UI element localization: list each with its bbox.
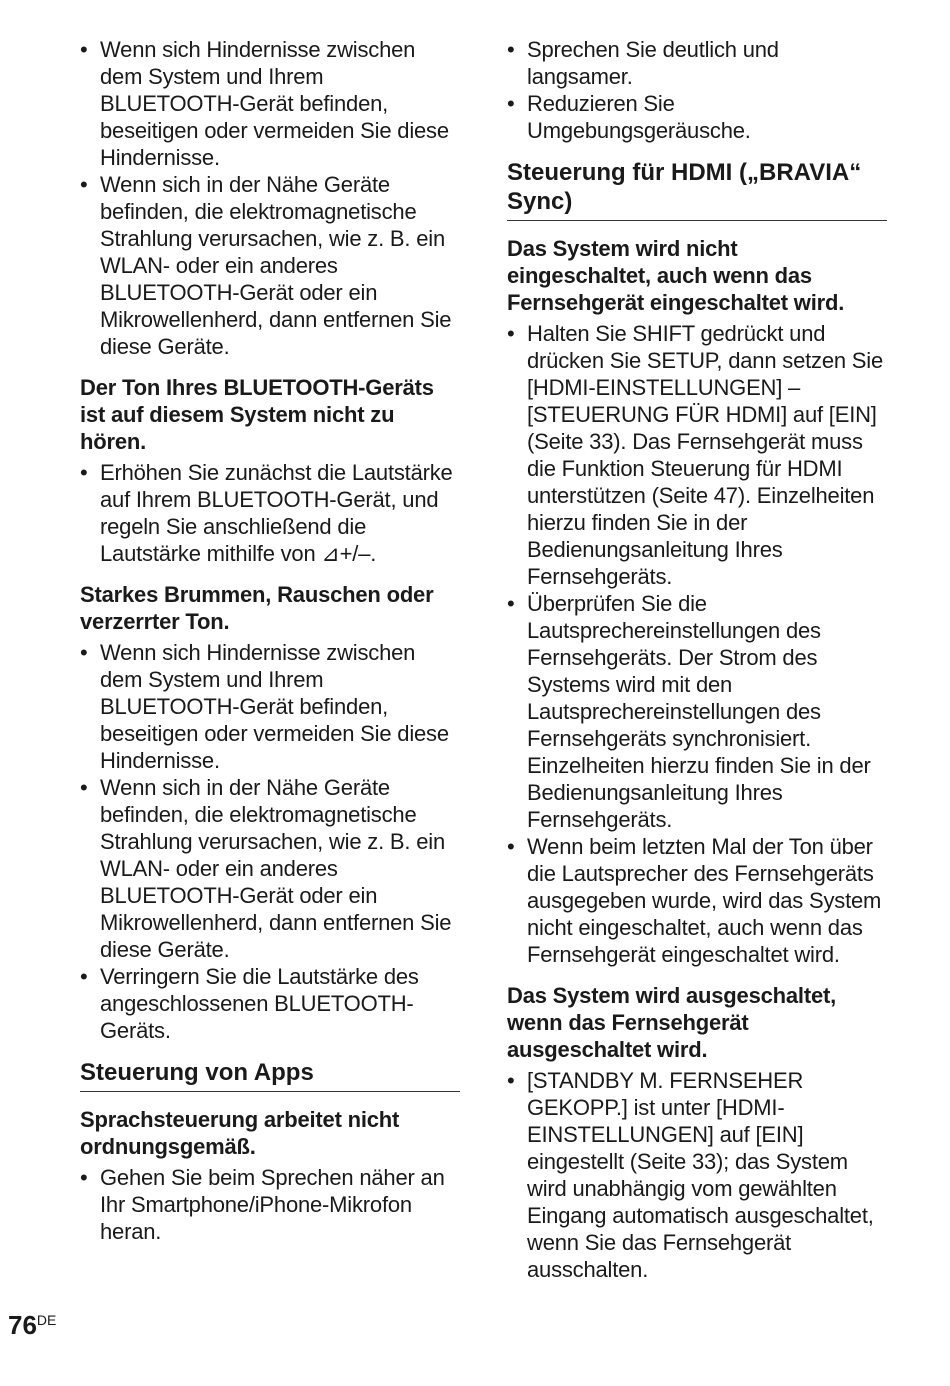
list-item: • Wenn sich Hindernisse zwischen dem System und Ihrem BLUETOOTH-Gerät befinden, beseitigen oder vermeiden Sie diese Hindernisse.: [80, 36, 460, 171]
list-item: • Wenn beim letzten Mal der Ton über die Lautsprecher des Fernsehgeräts ausgegeben wurde, wird das System nicht eingeschaltet, auch wenn das Fernsehgerät eingeschaltet wird.: [507, 833, 887, 968]
list-item: • Erhöhen Sie zunächst die Lautstärke auf Ihrem BLUETOOTH-Gerät, und regeln Sie anschließend die Lautstärke mithilfe von ⊿+/–.: [80, 459, 460, 567]
subheading: Starkes Brummen, Rauschen oder verzerrter Ton.: [80, 582, 434, 634]
bullet-list: [80, 639, 460, 1044]
left-column: [80, 36, 460, 1245]
bullet-list: [507, 1067, 887, 1283]
page-number: [8, 1310, 56, 1341]
list-item: • Wenn sich Hindernisse zwischen dem System und Ihrem BLUETOOTH-Gerät befinden, beseitigen oder vermeiden Sie diese Hindernisse.: [80, 639, 460, 774]
bullet-list: [80, 1164, 460, 1245]
subheading: Der Ton Ihres BLUETOOTH-Geräts ist auf diesem System nicht zu hören.: [80, 375, 434, 454]
list-item: • Sprechen Sie deutlich und langsamer.: [507, 36, 887, 90]
language-code: DE: [36, 1312, 57, 1328]
list-item: • Wenn sich in der Nähe Geräte befinden, die elektromagnetische Strahlung verursachen, wie z. B. ein WLAN- oder ein anderes BLUETOOTH-Gerät oder ein Mikrowellenherd, dann entfernen Sie diese Geräte.: [80, 774, 460, 963]
list-item: • Gehen Sie beim Sprechen näher an Ihr Smartphone/iPhone-Mikrofon heran.: [80, 1164, 460, 1245]
bullet-list: [507, 320, 887, 968]
bullet-list: [80, 459, 460, 567]
list-item: • Wenn sich in der Nähe Geräte befinden, die elektromagnetische Strahlung verursachen, wie z. B. ein WLAN- oder ein anderes BLUETOOTH-Gerät oder ein Mikrowellenherd, dann entfernen Sie diese Geräte.: [80, 171, 460, 360]
list-item: • Halten Sie SHIFT gedrückt und drücken Sie SETUP, dann setzen Sie [HDMI-EINSTELLUNGEN] – [STEUERUNG FÜR HDMI] auf [EIN] (Seite 33). Das Fernsehgerät muss die Funktion Steuerung für HDMI unterstützen (Seite 47). Einzelheiten hierzu finden Sie in der Bedienungsanleitung Ihres Fernsehgeräts.: [507, 320, 887, 590]
subheading: Das System wird ausgeschaltet, wenn das Fernsehgerät ausgeschaltet wird.: [507, 983, 837, 1062]
page-number-value: 76: [8, 1310, 37, 1340]
right-column: [507, 36, 887, 1283]
list-item: • Verringern Sie die Lautstärke des angeschlossenen BLUETOOTH-Geräts.: [80, 963, 460, 1044]
list-item: • Überprüfen Sie die Lautsprechereinstellungen des Fernsehgeräts. Der Strom des Systems wird mit den Lautsprechereinstellungen des Fernsehgeräts synchronisiert. Einzelheiten hierzu finden Sie in der Bedienungsanleitung Ihres Fernsehgeräts.: [507, 590, 887, 833]
bullet-list: [80, 36, 460, 360]
section-heading: Steuerung von Apps: [80, 1058, 460, 1092]
bullet-list: [507, 36, 887, 144]
subheading: Sprachsteuerung arbeitet nicht ordnungsgemäß.: [80, 1107, 400, 1159]
subheading: Das System wird nicht eingeschaltet, auch wenn das Fernsehgerät eingeschaltet wird.: [507, 236, 845, 315]
section-heading: Steuerung für HDMI („BRAVIA“ Sync): [507, 158, 887, 221]
list-item: • [STANDBY M. FERNSEHER GEKOPP.] ist unter [HDMI-EINSTELLUNGEN] auf [EIN] eingestellt (Seite 33); das System wird unabhängig vom gewählten Eingang automatisch ausgeschaltet, wenn Sie das Fernsehgerät ausschalten.: [507, 1067, 887, 1283]
list-item: • Reduzieren Sie Umgebungsgeräusche.: [507, 90, 887, 144]
